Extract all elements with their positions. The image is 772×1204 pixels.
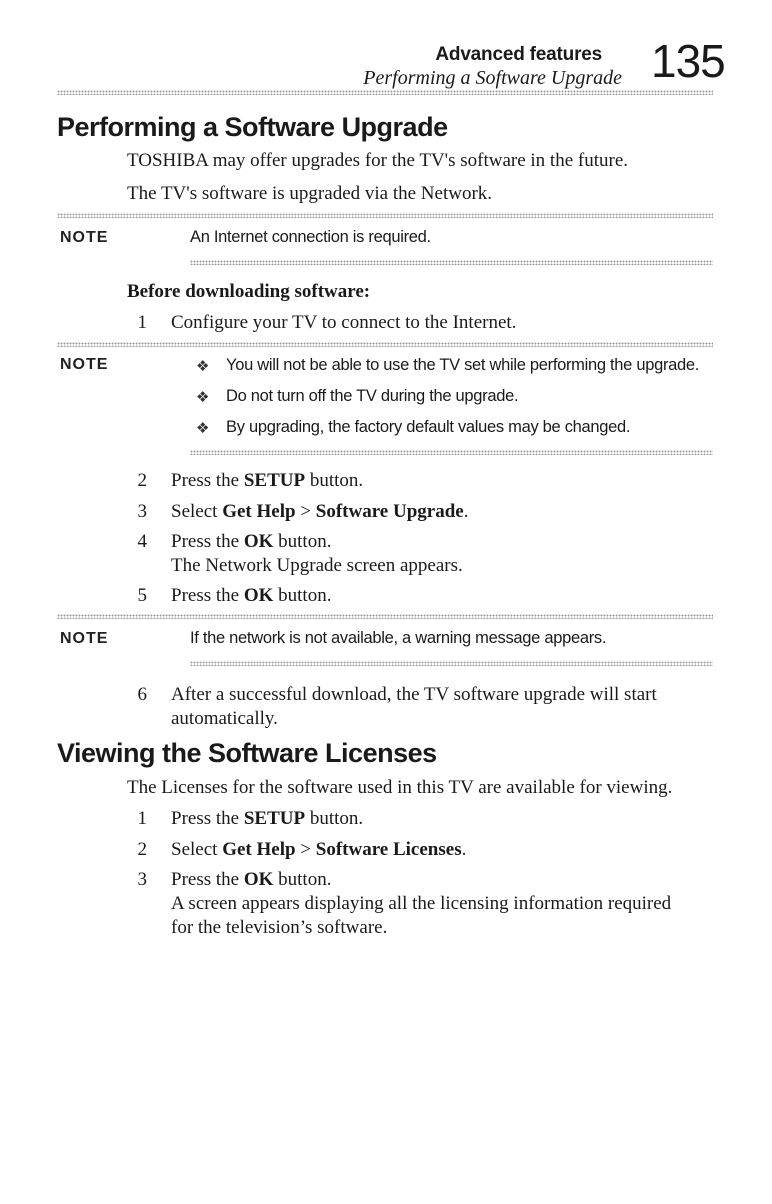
step-text: Select Get Help > Software Licenses. [171, 839, 467, 860]
note-label: NOTE [60, 356, 109, 373]
diamond-dots-bullet-icon: ❖ [196, 358, 210, 375]
step-text: Press the OK button. [171, 869, 332, 890]
step-text-continued: automatically. [171, 708, 278, 729]
step-number: 3 [137, 869, 147, 890]
step-text: Press the SETUP button. [171, 470, 364, 491]
upgrade-intro-2: The TV's software is upgraded via the Network. [127, 183, 493, 204]
step-number: 2 [137, 470, 147, 491]
step-number: 2 [137, 839, 147, 860]
step-text: Configure your TV to connect to the Internet. [171, 312, 517, 333]
step-number: 5 [137, 585, 147, 606]
step-result: A screen appears displaying all the licensing information required [171, 893, 672, 914]
running-header-subsection: Performing a Software Upgrade [363, 67, 622, 89]
step-number: 1 [137, 312, 147, 333]
note-bullet-text: By upgrading, the factory default values may be changed. [226, 418, 631, 436]
step-number: 6 [137, 684, 147, 705]
page-number: 135 [651, 35, 725, 87]
note-rule-bottom [190, 260, 713, 265]
note-rule-top [57, 614, 713, 619]
step-number: 1 [137, 808, 147, 829]
diamond-dots-bullet-icon: ❖ [196, 420, 210, 437]
note-text: An Internet connection is required. [190, 228, 431, 246]
note-bullet-text: Do not turn off the TV during the upgrade. [226, 387, 519, 405]
upgrade-intro-1: TOSHIBA may offer upgrades for the TV's software in the future. [127, 150, 629, 171]
step-text: After a successful download, the TV software upgrade will start [171, 684, 657, 705]
step-result: The Network Upgrade screen appears. [171, 555, 463, 576]
header-rule [57, 90, 713, 95]
step-number: 4 [137, 531, 147, 552]
note-rule-top [57, 342, 713, 347]
step-number: 3 [137, 501, 147, 522]
step-text: Press the OK button. [171, 531, 332, 552]
note-rule-bottom [190, 450, 713, 455]
note-label: NOTE [60, 630, 109, 647]
note-text: If the network is not available, a warning message appears. [190, 629, 607, 647]
section-title-licenses: Viewing the Software Licenses [57, 738, 437, 768]
step-result-continued: for the television’s software. [171, 917, 388, 938]
diamond-dots-bullet-icon: ❖ [196, 389, 210, 406]
note-bullet-text: You will not be able to use the TV set while performing the upgrade. [226, 356, 700, 374]
note-rule-bottom [190, 661, 713, 666]
section-title-upgrade: Performing a Software Upgrade [57, 112, 448, 142]
step-text: Select Get Help > Software Upgrade. [171, 501, 469, 522]
step-text: Press the OK button. [171, 585, 332, 606]
before-downloading-heading: Before downloading software: [127, 281, 371, 302]
step-text: Press the SETUP button. [171, 808, 364, 829]
running-header-section: Advanced features [435, 44, 602, 65]
licenses-intro: The Licenses for the software used in this TV are available for viewing. [127, 777, 673, 798]
note-rule-top [57, 213, 713, 218]
note-label: NOTE [60, 229, 109, 246]
